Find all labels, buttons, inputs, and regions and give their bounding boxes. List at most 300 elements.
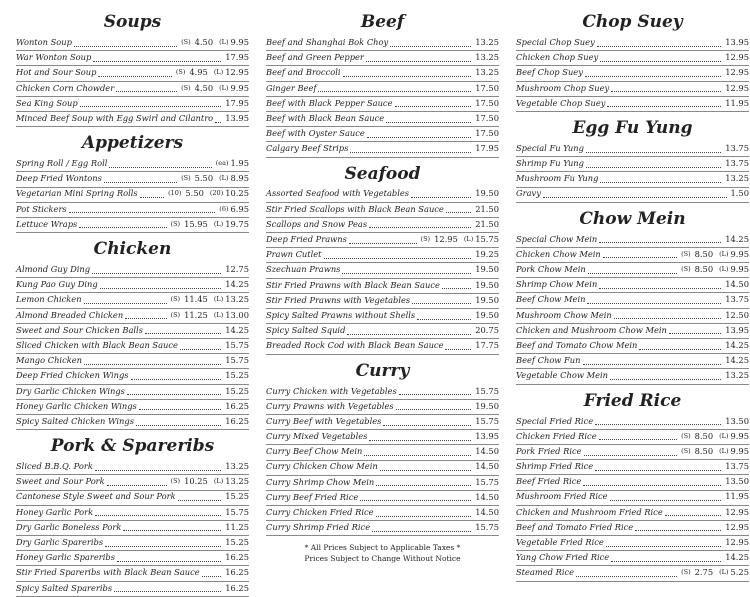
dot-leader xyxy=(603,257,677,258)
item-name: Spicy Salted Chicken Wings xyxy=(16,415,134,426)
dot-leader xyxy=(95,515,221,516)
section-eggfuyung xyxy=(516,118,749,203)
item-price: 17.50 xyxy=(475,112,499,123)
dot-leader xyxy=(343,76,472,77)
item-name: Yang Chow Fried Rice xyxy=(516,552,610,563)
item-price: 12.95 xyxy=(725,52,749,63)
menu-item xyxy=(16,506,249,521)
item-name: Dry Garlic Boneless Pork xyxy=(16,521,122,532)
item-name: Curry Shrimp Fried Rice xyxy=(266,522,371,533)
section-title: Fried Rice xyxy=(583,390,682,411)
menu-item xyxy=(516,172,749,187)
dot-leader xyxy=(127,394,221,395)
item-name: Curry Beef Fried Rice xyxy=(266,491,359,502)
price-notes xyxy=(266,542,499,564)
menu-item xyxy=(516,475,749,490)
dot-leader xyxy=(639,349,721,350)
dot-leader xyxy=(140,197,164,198)
small-size-price xyxy=(679,565,713,580)
small-size-price xyxy=(174,65,208,80)
dot-leader xyxy=(611,561,721,562)
dot-leader xyxy=(342,273,471,274)
item-note: (ea) xyxy=(215,159,229,168)
quantity-price-value: 5.50 xyxy=(185,188,204,199)
item-price: 16.25 xyxy=(225,567,249,578)
dot-leader xyxy=(376,516,472,517)
size-label: (L) xyxy=(719,568,729,577)
menu-item xyxy=(516,309,749,324)
dot-leader xyxy=(600,61,721,62)
dot-leader xyxy=(599,439,678,440)
menu-item xyxy=(266,476,499,491)
menu-item xyxy=(516,430,749,445)
menu-item xyxy=(266,66,499,81)
small-size-price xyxy=(169,292,208,307)
dot-leader xyxy=(100,288,222,289)
item-price: 14.25 xyxy=(725,339,749,350)
item-name: Gravy xyxy=(516,188,541,199)
dot-leader xyxy=(600,182,721,183)
menu-item xyxy=(266,445,499,460)
item-name: Lettuce Wraps xyxy=(16,218,78,229)
size-label: (L) xyxy=(213,310,224,319)
dot-leader xyxy=(372,531,471,532)
dot-leader xyxy=(588,273,677,274)
small-size-price xyxy=(169,308,208,323)
menu-item xyxy=(16,369,249,384)
dot-leader xyxy=(347,334,471,335)
item-price: 12.95 xyxy=(725,82,749,93)
large-price: 9.95 xyxy=(730,248,749,259)
menu-item xyxy=(266,233,499,248)
menu-item xyxy=(266,248,499,263)
large-price: 9.95 xyxy=(730,445,749,456)
dot-leader xyxy=(390,46,471,47)
large-price: 8.95 xyxy=(230,173,249,184)
menu-item xyxy=(266,309,499,324)
item-name: Mango Chicken xyxy=(16,355,83,366)
dot-leader xyxy=(366,61,471,62)
item-name: Scallops and Snow Peas xyxy=(266,218,368,229)
item-name: Shrimp Fu Yung xyxy=(516,158,584,169)
dot-leader xyxy=(139,409,221,410)
dot-leader xyxy=(350,152,471,153)
item-price: 14.25 xyxy=(725,355,749,366)
menu-item xyxy=(516,51,749,66)
dot-leader xyxy=(98,76,171,77)
item-price: 19.25 xyxy=(475,249,499,260)
quantity-label: (20) xyxy=(209,189,224,198)
dot-leader xyxy=(595,424,721,425)
section-soups xyxy=(16,12,249,127)
quantity-price xyxy=(166,186,204,201)
menu-item xyxy=(266,385,499,400)
menu-item xyxy=(266,188,499,203)
item-name: Pork Fried Rice xyxy=(516,445,582,456)
item-name: Dry Garlic Spareribs xyxy=(16,537,104,548)
item-name: Shrimp Chow Mein xyxy=(516,279,598,290)
item-name: Sliced Chicken with Black Bean Sauce xyxy=(16,339,178,350)
menu-item xyxy=(16,97,249,112)
item-name: Chicken and Mushroom Fried Rice xyxy=(516,506,663,517)
dot-leader xyxy=(607,106,721,107)
item-name: Ginger Beef xyxy=(266,82,317,93)
large-price: 9.95 xyxy=(730,430,749,441)
menu-item xyxy=(516,324,749,339)
item-name: Cantonese Style Sweet and Sour Pork xyxy=(16,491,176,502)
item-price: 14.50 xyxy=(475,461,499,472)
item-price: 19.50 xyxy=(475,400,499,411)
dot-leader xyxy=(123,530,221,531)
item-name: Curry Beef with Vegetables xyxy=(266,415,382,426)
dot-leader xyxy=(417,319,471,320)
item-price: 1.50 xyxy=(730,188,749,199)
small-size-price xyxy=(179,171,213,186)
menu-item xyxy=(516,445,749,460)
item-name: Steamed Rice xyxy=(516,567,575,578)
small-price: 5.50 xyxy=(194,173,214,184)
size-label: (L) xyxy=(219,37,229,46)
menu-column-2 xyxy=(266,6,499,564)
item-price: 15.25 xyxy=(225,537,249,548)
item-price: 16.25 xyxy=(225,552,249,563)
dot-leader xyxy=(610,379,721,380)
item-price: 15.75 xyxy=(475,415,499,426)
small-price: 11.45 xyxy=(184,294,208,305)
menu-item xyxy=(16,491,249,506)
item-price: 13.75 xyxy=(725,461,749,472)
menu-item xyxy=(266,461,499,476)
section-chopsuey xyxy=(516,12,749,112)
menu-item xyxy=(516,521,749,536)
section-curry xyxy=(266,361,499,537)
item-name: Beef Chop Suey xyxy=(516,67,583,78)
item-price: 12.95 xyxy=(725,537,749,548)
dot-leader xyxy=(442,288,471,289)
item-name: Spicy Salted Spareribs xyxy=(16,582,113,593)
menu-item xyxy=(266,279,499,294)
item-name: Sweet and Sour Chicken Balls xyxy=(16,324,143,335)
dot-leader xyxy=(104,182,177,183)
small-price: 11.25 xyxy=(184,309,208,320)
section-beef xyxy=(266,12,499,158)
item-price: 1.95 xyxy=(230,158,249,169)
menu-item xyxy=(16,263,249,278)
dot-leader xyxy=(84,364,221,365)
size-label: (L) xyxy=(463,235,474,244)
menu-item xyxy=(266,430,499,445)
dot-leader xyxy=(584,455,678,456)
item-price: 17.95 xyxy=(475,143,499,154)
large-price: 5.25 xyxy=(730,567,749,578)
menu-item xyxy=(266,400,499,415)
item-price: 14.50 xyxy=(475,491,499,502)
dot-leader xyxy=(80,106,222,107)
item-name: Beef and Green Pepper xyxy=(266,52,364,63)
item-price: 13.25 xyxy=(225,461,249,472)
item-name: Deep Fried Prawns xyxy=(266,234,347,245)
menu-item xyxy=(16,400,249,415)
dot-leader xyxy=(105,546,221,547)
menu-item xyxy=(516,566,749,581)
item-price: 17.50 xyxy=(475,97,499,108)
menu-item xyxy=(516,188,749,203)
item-name: Hot and Sour Soup xyxy=(16,67,97,78)
item-name: Mushroom Chow Mein xyxy=(516,309,612,320)
item-name: Vegetable Chow Mein xyxy=(516,370,608,381)
dot-leader xyxy=(446,212,471,213)
small-size-price xyxy=(679,262,713,277)
section-title: Chicken xyxy=(93,239,172,260)
item-price: 19.50 xyxy=(475,279,499,290)
size-label: (S) xyxy=(681,249,691,258)
menu-item xyxy=(16,82,249,97)
item-price: 19.50 xyxy=(475,294,499,305)
size-label: (L) xyxy=(719,431,729,440)
dot-leader xyxy=(180,349,221,350)
item-price: 15.25 xyxy=(225,491,249,502)
small-size-price xyxy=(419,232,458,247)
size-label: (S) xyxy=(181,37,191,46)
menu-item xyxy=(16,278,249,293)
item-price: 17.50 xyxy=(475,82,499,93)
item-name: Sweet and Sour Pork xyxy=(16,476,105,487)
menu-item xyxy=(516,491,749,506)
menu-item xyxy=(16,324,249,339)
item-price: 15.25 xyxy=(225,370,249,381)
small-size-price xyxy=(679,429,713,444)
item-price: 15.75 xyxy=(475,385,499,396)
dot-leader xyxy=(412,303,471,304)
item-name: Almond Breaded Chicken xyxy=(16,309,124,320)
dot-leader xyxy=(585,76,721,77)
dot-leader xyxy=(576,576,677,577)
item-name: Special Fu Yung xyxy=(516,142,584,153)
item-name: Beef Chow Fun xyxy=(516,355,581,366)
dot-leader xyxy=(84,303,167,304)
dot-leader xyxy=(614,318,722,319)
item-price: 13.25 xyxy=(725,370,749,381)
item-name: Honey Garlic Pork xyxy=(16,506,94,517)
item-name: Stir Fried Prawns with Vegetables xyxy=(266,294,411,305)
dot-leader xyxy=(587,303,721,304)
item-price: 17.75 xyxy=(475,340,499,351)
item-name: Curry Mixed Vegetables xyxy=(266,431,368,442)
menu-item xyxy=(516,97,749,112)
section-title: Curry xyxy=(355,360,410,381)
section-chicken xyxy=(16,239,249,430)
item-name: Spicy Salted Squid xyxy=(266,325,346,336)
menu-item xyxy=(516,551,749,566)
item-name: Deep Fried Chicken Wings xyxy=(16,370,129,381)
menu-item xyxy=(516,157,749,172)
size-label: (S) xyxy=(170,295,181,304)
small-price: 4.95 xyxy=(189,67,208,78)
item-price: 21.50 xyxy=(475,203,499,214)
item-price: 15.25 xyxy=(225,385,249,396)
small-size-price xyxy=(679,247,713,262)
item-price: 15.75 xyxy=(225,506,249,517)
item-name: Beef with Black Bean Sauce xyxy=(266,112,385,123)
menu-item xyxy=(16,188,249,203)
menu-item xyxy=(16,551,249,566)
item-name: Mushroom Fu Yung xyxy=(516,173,599,184)
dot-leader xyxy=(369,440,471,441)
item-name: Beef with Black Pepper Sauce xyxy=(266,97,393,108)
small-size-price xyxy=(179,35,213,50)
item-name: Spring Roll / Egg Roll xyxy=(16,158,108,169)
dot-leader xyxy=(367,137,471,138)
size-label: (S) xyxy=(181,174,191,183)
size-label: (L) xyxy=(719,249,729,258)
item-name: Curry Shrimp Chow Mein xyxy=(266,476,375,487)
small-price: 8.50 xyxy=(694,264,714,275)
dot-leader xyxy=(79,227,166,228)
item-name: Assorted Seafood with Vegetables xyxy=(266,188,410,199)
item-price: 14.50 xyxy=(475,507,499,518)
item-price: 12.95 xyxy=(725,506,749,517)
dot-leader xyxy=(74,46,177,47)
menu-item xyxy=(16,51,249,66)
large-price: 9.95 xyxy=(230,82,249,93)
dot-leader xyxy=(178,500,222,501)
item-price: 16.25 xyxy=(225,400,249,411)
dot-leader xyxy=(125,318,166,319)
item-name: Stir Fried Prawns with Black Bean Sauce xyxy=(266,279,440,290)
menu-item xyxy=(516,460,749,475)
item-price: 13.95 xyxy=(725,324,749,335)
item-price: 14.25 xyxy=(725,552,749,563)
small-price: 12.95 xyxy=(434,234,458,245)
size-label: (S) xyxy=(181,83,191,92)
item-name: Sliced B.B.Q. Pork xyxy=(16,461,93,472)
menu-column-3 xyxy=(516,6,749,582)
item-price: 21.50 xyxy=(475,218,499,229)
item-price: 16.25 xyxy=(225,582,249,593)
item-name: Minced Beef Soup with Egg Swirl and Cilantro xyxy=(16,112,214,123)
item-price: 15.75 xyxy=(475,522,499,533)
dot-leader xyxy=(583,485,721,486)
item-name: Shrimp Fried Rice xyxy=(516,461,594,472)
item-name: Vegetarian Mini Spring Rolls xyxy=(16,188,138,199)
size-label: (S) xyxy=(420,235,431,244)
small-price: 8.50 xyxy=(694,445,714,456)
item-name: Chicken Corn Chowder xyxy=(16,82,115,93)
item-price: 13.25 xyxy=(725,173,749,184)
small-price: 10.25 xyxy=(184,476,208,487)
dot-leader xyxy=(116,91,177,92)
size-label: (S) xyxy=(170,477,181,486)
large-price: 13.25 xyxy=(225,476,249,487)
size-label: (S) xyxy=(681,568,691,577)
menu-item xyxy=(266,324,499,339)
menu-item xyxy=(516,263,749,278)
item-name: Calgary Beef Strips xyxy=(266,143,349,154)
item-price: 16.25 xyxy=(225,415,249,426)
dot-leader xyxy=(611,91,721,92)
small-size-price xyxy=(679,444,713,459)
dot-leader xyxy=(635,530,721,531)
item-name: Curry Chicken with Vegetables xyxy=(266,385,397,396)
small-price: 2.75 xyxy=(694,567,714,578)
dot-leader xyxy=(136,425,221,426)
item-price: 20.75 xyxy=(475,325,499,336)
item-name: Dry Garlic Chicken Wings xyxy=(16,385,125,396)
price-change-note: Prices Subject to Change Without Notice xyxy=(304,554,461,564)
menu-item xyxy=(16,36,249,51)
menu-item xyxy=(266,51,499,66)
menu-item xyxy=(16,218,249,233)
dot-leader xyxy=(599,242,721,243)
menu-item xyxy=(516,82,749,97)
item-name: Spicy Salted Prawns without Shells xyxy=(266,309,416,320)
menu-item xyxy=(16,172,249,187)
menu-item xyxy=(16,309,249,324)
dot-leader xyxy=(396,409,472,410)
dot-leader xyxy=(107,485,167,486)
menu-item xyxy=(16,112,249,127)
small-price: 4.50 xyxy=(194,36,214,47)
item-price: 13.50 xyxy=(725,476,749,487)
menu-item xyxy=(516,354,749,369)
item-price: 15.75 xyxy=(225,355,249,366)
size-label: (L) xyxy=(719,265,729,274)
dot-leader xyxy=(95,470,221,471)
item-price: 19.50 xyxy=(475,264,499,275)
dot-leader xyxy=(543,197,727,198)
size-label: (L) xyxy=(213,68,224,77)
menu-item xyxy=(266,127,499,142)
item-price: 13.95 xyxy=(725,36,749,47)
item-name: Special Chow Mein xyxy=(516,233,598,244)
dot-leader xyxy=(586,152,721,153)
section-title: Egg Fu Yung xyxy=(572,117,693,138)
item-price: 14.25 xyxy=(225,324,249,335)
dot-leader xyxy=(606,546,721,547)
item-name: Beef and Tomato Fried Rice xyxy=(516,521,634,532)
dot-leader xyxy=(586,167,721,168)
size-label: (L) xyxy=(219,83,229,92)
item-name: Honey Garlic Spareribs xyxy=(16,552,115,563)
menu-item xyxy=(516,248,749,263)
item-name: Pork Chow Mein xyxy=(516,264,586,275)
item-name: Beef and Tomato Chow Mein xyxy=(516,339,638,350)
large-price: 13.00 xyxy=(225,309,249,320)
dot-leader xyxy=(202,576,222,577)
section-title: Pork & Spareribs xyxy=(50,436,215,457)
item-name: Deep Fried Wontons xyxy=(16,173,102,184)
menu-item xyxy=(516,233,749,248)
large-price: 19.75 xyxy=(225,218,249,229)
item-price: 19.50 xyxy=(475,188,499,199)
item-price: 11.25 xyxy=(225,521,249,532)
item-price: 15.75 xyxy=(475,476,499,487)
menu-item xyxy=(16,385,249,400)
size-label: (S) xyxy=(681,265,691,274)
menu-item xyxy=(266,491,499,506)
menu-item xyxy=(16,339,249,354)
dot-leader xyxy=(383,425,471,426)
menu-item xyxy=(266,415,499,430)
small-size-price xyxy=(179,81,213,96)
menu-item xyxy=(516,506,749,521)
section-title: Soups xyxy=(103,12,162,32)
item-price: 11.95 xyxy=(725,491,749,502)
dot-leader xyxy=(665,515,721,516)
menu-item xyxy=(516,369,749,384)
size-label: (L) xyxy=(219,174,229,183)
item-name: Chicken Chow Mein xyxy=(516,248,601,259)
